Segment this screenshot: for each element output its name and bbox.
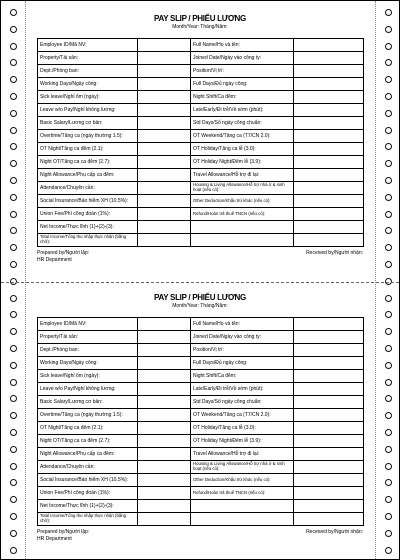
table-row [38,52,364,65]
right-field-value [294,435,364,448]
feed-hole-icon [10,530,17,537]
right-field-label: Other Deduction/Khấu trừ khác (nếu có): [191,195,294,208]
left-field-value [138,221,191,234]
left-field-label: Overtime/Tăng ca (ngày thường 1.5): [38,409,138,422]
right-field-value [294,52,364,65]
feed-hole-icon [385,26,392,33]
right-field-label: Other Deduction/Khấu trừ khác (nếu có): [191,474,294,487]
left-field-label: Night OT/Tăng ca ca đêm (2.7): [38,435,138,448]
left-field-value [138,143,191,156]
left-field-value [138,195,191,208]
right-field-label: Travel Allowance/Hỗ trợ đi lại: [191,448,294,461]
table-row [38,117,364,130]
right-field-value [294,234,364,247]
payslip-form-2 [37,293,363,542]
feed-hole-icon [385,295,392,302]
table-row [38,461,364,474]
table-row [38,370,364,383]
right-field-label: Full Name/Họ và tên: [191,318,294,331]
payslip-table [37,38,364,247]
left-field-label: Social Insurance/Bảo hiểm XH (10.5%): [38,195,138,208]
right-margin-perforation [375,1,376,559]
right-field-label: Housing & Living Allowance/Hỗ trợ nhà ở & sinh hoạt (nếu có): [191,182,294,195]
left-field-label: OT Night/Tăng ca đêm (2.1): [38,143,138,156]
left-field-label: Working Days/Ngày công: [38,78,138,91]
payslip-table-body [38,39,364,247]
right-field-value [294,39,364,52]
right-field-label: Joined Date/Ngày vào công ty: [191,52,294,65]
right-field-value [294,65,364,78]
right-field-label: Night Shift/Ca đêm: [191,370,294,383]
right-field-value [294,78,364,91]
right-field-value [294,474,364,487]
table-row [38,130,364,143]
left-field-value [138,448,191,461]
left-field-label: Net Income/Thực lĩnh (1)+(2)-(3): [38,221,138,234]
right-field-label: Late/Early/Đi trễ/Về sớm (phút): [191,104,294,117]
table-row [38,208,364,221]
left-field-value [138,208,191,221]
right-field-label: OT Holiday/Tăng ca lễ (3.0): [191,143,294,156]
left-field-label: Total Income/Tổng thu nhập thực nhận (bằng chữ): [38,234,138,247]
left-field-value [138,409,191,422]
feed-hole-icon [10,110,17,117]
left-field-value [138,370,191,383]
right-field-label: Std Days/Số ngày công chuẩn: [191,396,294,409]
feed-hole-icon [10,547,17,554]
feed-hole-icon [385,345,392,352]
table-row [38,409,364,422]
left-field-value [138,474,191,487]
left-field-value [138,357,191,370]
left-field-value [138,331,191,344]
received-by-label: Received by/Người nhận: [306,250,363,256]
right-field-value [294,169,364,182]
feed-hole-icon [385,177,392,184]
feed-hole-icon [10,43,17,50]
left-field-value [138,487,191,500]
right-field-label [191,234,294,247]
right-field-value [294,143,364,156]
right-field-label: Std Days/Số ngày công chuẩn: [191,117,294,130]
feed-hole-icon [385,379,392,386]
department-label: HR Department [37,256,72,263]
right-field-value [294,500,364,513]
left-field-value [138,513,191,526]
payslip-form-1 [37,14,363,263]
right-field-value [294,104,364,117]
left-field-label: Property/Tài sản: [38,331,138,344]
left-field-label: Property/Tài sản: [38,52,138,65]
form-footer [37,529,363,542]
feed-hole-icon [10,345,17,352]
right-field-value [294,318,364,331]
table-row [38,318,364,331]
right-field-label: Full Name/Họ và tên: [191,39,294,52]
left-field-label: Leave w/o Pay/Nghỉ không lương: [38,383,138,396]
form-subtitle-month-year: Month/Year: Tháng/Năm: [172,24,228,30]
right-field-value [294,370,364,383]
feed-hole-icon [10,261,17,268]
right-field-label: Refund/Hoàn trả thuế TNCN (nếu có): [191,208,294,221]
feed-hole-icon [385,194,392,201]
right-field-value [294,344,364,357]
left-field-label: Night OT/Tăng ca ca đêm (2.7): [38,156,138,169]
left-field-value [138,435,191,448]
left-field-label: Employee ID/Mã NV: [38,318,138,331]
feed-hole-icon [10,379,17,386]
right-field-value [294,487,364,500]
right-field-label: Joined Date/Ngày vào công ty: [191,331,294,344]
table-row [38,234,364,247]
left-field-value [138,461,191,474]
left-field-label: Dept./Phòng ban: [38,65,138,78]
left-field-label: Leave w/o Pay/Nghỉ không lương: [38,104,138,117]
table-row [38,195,364,208]
left-field-label: Union Fee/Phí công đoàn (1%): [38,487,138,500]
right-field-value [294,409,364,422]
right-field-label: Full Days/Đủ ngày công: [191,357,294,370]
feed-hole-icon [385,547,392,554]
prepared-by-label: Prepared by/Người lập: [37,529,90,535]
prepared-by-label: Prepared by/Người lập: [37,250,90,256]
right-field-label: Night Shift/Ca đêm: [191,91,294,104]
right-field-value [294,195,364,208]
right-field-label: Position/Vị trí: [191,344,294,357]
left-field-label: Employee ID/Mã NV: [38,39,138,52]
left-field-value [138,422,191,435]
left-field-label: Total Income/Tổng thu nhập thực nhận (bằng chữ): [38,513,138,526]
feed-hole-icon [385,93,392,100]
table-row [38,383,364,396]
footer-left [37,250,89,263]
feed-hole-icon [385,362,392,369]
left-field-label: Night Allowance/Phụ cấp ca đêm: [38,169,138,182]
table-row [38,500,364,513]
right-field-value [294,117,364,130]
right-field-label: Full Days/Đủ ngày công: [191,78,294,91]
table-row [38,448,364,461]
right-field-value [294,331,364,344]
payslip-table-body [38,318,364,526]
right-field-label: OT Weekend/Tăng ca (T7/CN 2.0): [191,130,294,143]
left-field-value [138,344,191,357]
left-field-value [138,500,191,513]
left-field-value [138,318,191,331]
left-field-value [138,78,191,91]
table-row [38,91,364,104]
table-row [38,156,364,169]
left-field-label: Attendance/Chuyên cần: [38,182,138,195]
left-field-value [138,117,191,130]
left-field-value [138,130,191,143]
right-field-label [191,500,294,513]
footer-left [37,529,89,542]
right-field-value [294,357,364,370]
feed-hole-icon [10,177,17,184]
feed-hole-icon [10,362,17,369]
feed-hole-icon [10,513,17,520]
left-field-value [138,396,191,409]
feed-hole-icon [385,530,392,537]
form-footer [37,250,363,263]
left-field-label: Sick leave/Nghỉ ốm (ngày): [38,91,138,104]
left-field-value [138,52,191,65]
feed-hole-icon [385,513,392,520]
right-field-value [294,396,364,409]
left-field-value [138,39,191,52]
left-field-label: Working Days/Ngày công: [38,357,138,370]
right-field-label: OT Holiday/Tăng ca lễ (3.0): [191,422,294,435]
left-field-label: OT Night/Tăng ca đêm (2.1): [38,422,138,435]
table-row [38,344,364,357]
left-field-value [138,182,191,195]
left-field-label: Net Income/Thực lĩnh (1)+(2)-(3): [38,500,138,513]
right-field-label [191,513,294,526]
left-field-label: Attendance/Chuyên cần: [38,461,138,474]
right-field-label: Travel Allowance/Hỗ trợ đi lại: [191,169,294,182]
feed-hole-icon [10,429,17,436]
table-row [38,39,364,52]
feed-hole-icon [10,211,17,218]
left-field-label: Overtime/Tăng ca (ngày thường 1.5): [38,130,138,143]
feed-hole-icon [385,127,392,134]
left-field-label: Sick leave/Nghỉ ốm (ngày): [38,370,138,383]
feed-hole-icon [10,194,17,201]
left-field-label: Basic Salary/Lương cơ bản: [38,396,138,409]
right-field-value [294,448,364,461]
feed-hole-icon [385,429,392,436]
left-field-value [138,91,191,104]
feed-hole-icon [385,9,392,16]
right-field-value [294,221,364,234]
table-row [38,331,364,344]
left-field-label: Dept./Phòng ban: [38,344,138,357]
right-field-label: Housing & Living Allowance/Hỗ trợ nhà ở & sinh hoạt (nếu có): [191,461,294,474]
left-field-value [138,104,191,117]
right-field-label: Position/Vị trí: [191,65,294,78]
feed-hole-icon [10,127,17,134]
right-field-label: OT Weekend/Tăng ca (T7/CN 2.0): [191,409,294,422]
feed-hole-icon [385,261,392,268]
feed-hole-icon [385,110,392,117]
right-field-label: Refund/Hoàn trả thuế TNCN (nếu có): [191,487,294,500]
left-margin-perforation [25,1,26,559]
table-row [38,221,364,234]
department-label: HR Department [37,535,72,542]
left-field-label: Social Insurance/Bảo hiểm XH (10.5%): [38,474,138,487]
table-row [38,513,364,526]
left-field-label: Basic Salary/Lương cơ bản: [38,117,138,130]
left-field-label: Union Fee/Phí công đoàn (1%): [38,208,138,221]
feed-hole-icon [10,463,17,470]
left-field-value [138,234,191,247]
right-field-label: OT Holiday Night/Đêm lễ (3.9): [191,435,294,448]
table-row [38,487,364,500]
feed-hole-icon [385,463,392,470]
table-row [38,143,364,156]
left-field-value [138,169,191,182]
received-by-label: Received by/Người nhận: [306,529,363,535]
payslip-table [37,317,364,526]
feed-hole-icon [10,26,17,33]
left-field-label: Night Allowance/Phụ cấp ca đêm: [38,448,138,461]
feed-hole-icon [10,93,17,100]
feed-hole-icon [385,211,392,218]
right-field-value [294,130,364,143]
feed-hole-icon [10,446,17,453]
feed-hole-icon [10,295,17,302]
feed-hole-icon [385,43,392,50]
feed-hole-icon [10,9,17,16]
form-title: PAY SLIP / PHIẾU LƯƠNG [154,293,246,302]
form-subtitle-month-year: Month/Year: Tháng/Năm: [172,303,228,309]
table-row [38,78,364,91]
right-field-value [294,422,364,435]
form-title: PAY SLIP / PHIẾU LƯƠNG [154,14,246,23]
right-field-value [294,461,364,474]
right-field-value [294,91,364,104]
right-field-label: OT Holiday Night/Đêm lễ (3.9): [191,156,294,169]
left-field-value [138,156,191,169]
right-field-value [294,208,364,221]
table-row [38,474,364,487]
table-row [38,169,364,182]
left-field-value [138,65,191,78]
right-field-value [294,383,364,396]
right-field-label: Late/Early/Đi trễ/Về sớm (phút): [191,383,294,396]
feed-hole-icon [385,446,392,453]
left-field-value [138,383,191,396]
table-row [38,357,364,370]
table-row [38,396,364,409]
table-row [38,65,364,78]
right-field-value [294,182,364,195]
right-field-label [191,221,294,234]
table-row [38,182,364,195]
table-row [38,422,364,435]
right-field-value [294,156,364,169]
right-field-value [294,513,364,526]
table-row [38,104,364,117]
tear-off-perforation [1,282,399,283]
table-row [38,435,364,448]
